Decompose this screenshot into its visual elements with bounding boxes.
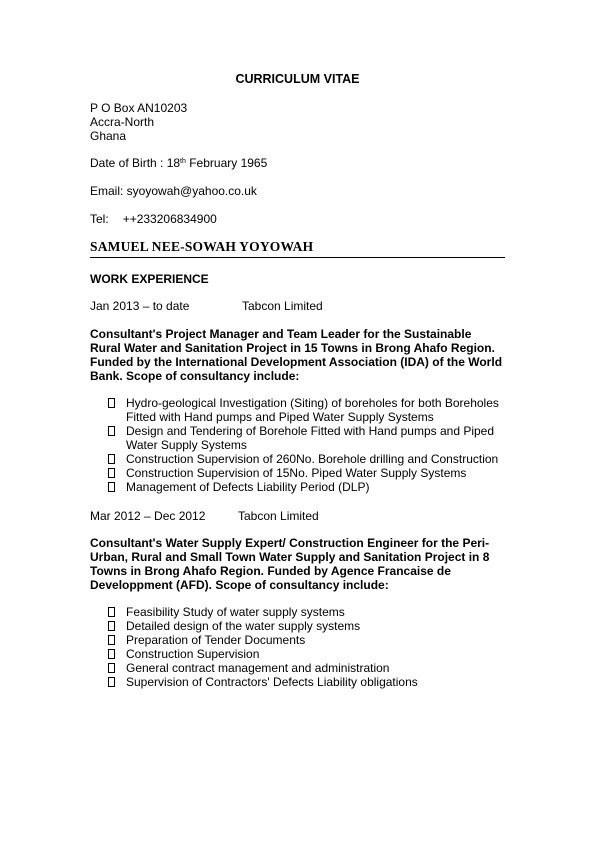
list-item: Feasibility Study of water supply systems <box>108 605 418 619</box>
bullet-box-icon <box>108 649 115 659</box>
name-underline <box>90 257 505 258</box>
email: Email: syoyowah@yahoo.co.uk <box>90 184 257 198</box>
job-1-company: Tabcon Limited <box>242 299 323 313</box>
list-item: Construction Supervision of 260No. Borehole drilling and Construction <box>108 452 499 466</box>
job-2-date: Mar 2012 – Dec 2012 <box>90 509 206 523</box>
bullet-box-icon <box>108 398 115 408</box>
job-1-desc-line: Bank. Scope of consultancy include: <box>90 369 300 383</box>
tel-value: ++233206834900 <box>122 212 217 226</box>
list-item: Preparation of Tender Documents <box>108 633 418 647</box>
telephone <box>90 212 217 226</box>
bullet-box-icon <box>108 621 115 631</box>
job-2-company: Tabcon Limited <box>238 509 319 523</box>
list-item: Management of Defects Liability Period (DLP) <box>108 480 499 494</box>
bullet-box-icon <box>108 677 115 687</box>
bullet-box-icon <box>108 635 115 645</box>
list-item: Detailed design of the water supply systems <box>108 619 418 633</box>
bullet-box-icon <box>108 454 115 464</box>
job-1-date: Jan 2013 – to date <box>90 299 190 313</box>
list-item: Supervision of Contractors' Defects Liability obligations <box>108 675 418 689</box>
work-experience-heading: WORK EXPERIENCE <box>90 272 209 286</box>
bullet-box-icon <box>108 482 115 492</box>
candidate-name: SAMUEL NEE-SOWAH YOYOWAH <box>90 239 314 254</box>
job-2-desc-line: Urban, Rural and Small Town Water Supply and Sanitation Project in 8 <box>90 550 490 564</box>
job-2-scope-list <box>108 605 418 689</box>
tel-label: Tel: <box>90 212 109 226</box>
date-of-birth <box>90 156 267 170</box>
job-1-description <box>90 327 510 383</box>
dob-suffix: February 1965 <box>185 156 268 170</box>
job-2-desc-line: Consultant's Water Supply Expert/ Construction Engineer for the Peri- <box>90 536 490 550</box>
address-line-1: P O Box AN10203 <box>90 101 188 115</box>
list-item: Design and Tendering of Borehole Fitted with Hand pumps and Piped Water Supply Systems <box>108 424 499 452</box>
job-2-desc-line: Developpment (AFD). Scope of consultancy include: <box>90 578 389 592</box>
address-line-2: Accra-North <box>90 115 155 129</box>
list-item: Construction Supervision of 15No. Piped Water Supply Systems <box>108 466 499 480</box>
list-item: Construction Supervision <box>108 647 418 661</box>
job-1-desc-line: Rural Water and Sanitation Project in 15 Towns in Brong Ahafo Region. <box>90 341 495 355</box>
dob-ordinal: th <box>180 158 186 165</box>
dob-prefix: Date of Birth : 18 <box>90 156 181 170</box>
list-item: General contract management and administration <box>108 661 418 675</box>
bullet-box-icon <box>108 426 115 436</box>
bullet-box-icon <box>108 663 115 673</box>
job-1-desc-line: Funded by the International Development Association (IDA) of the World <box>90 355 503 369</box>
job-2-description <box>90 536 510 592</box>
document-title: CURRICULUM VITAE <box>235 72 360 86</box>
job-1-scope-list <box>108 396 499 494</box>
job-2-desc-line: Towns in Brong Ahafo Region. Funded by Agence Francaise de <box>90 564 451 578</box>
job-1-desc-line: Consultant's Project Manager and Team Leader for the Sustainable <box>90 327 472 341</box>
address-line-3: Ghana <box>90 129 127 143</box>
list-item: Hydro-geological Investigation (Siting) of boreholes for both Boreholes Fitted with Hand pumps and Piped Water Supply Systems <box>108 396 499 424</box>
bullet-box-icon <box>108 468 115 478</box>
bullet-box-icon <box>108 607 115 617</box>
